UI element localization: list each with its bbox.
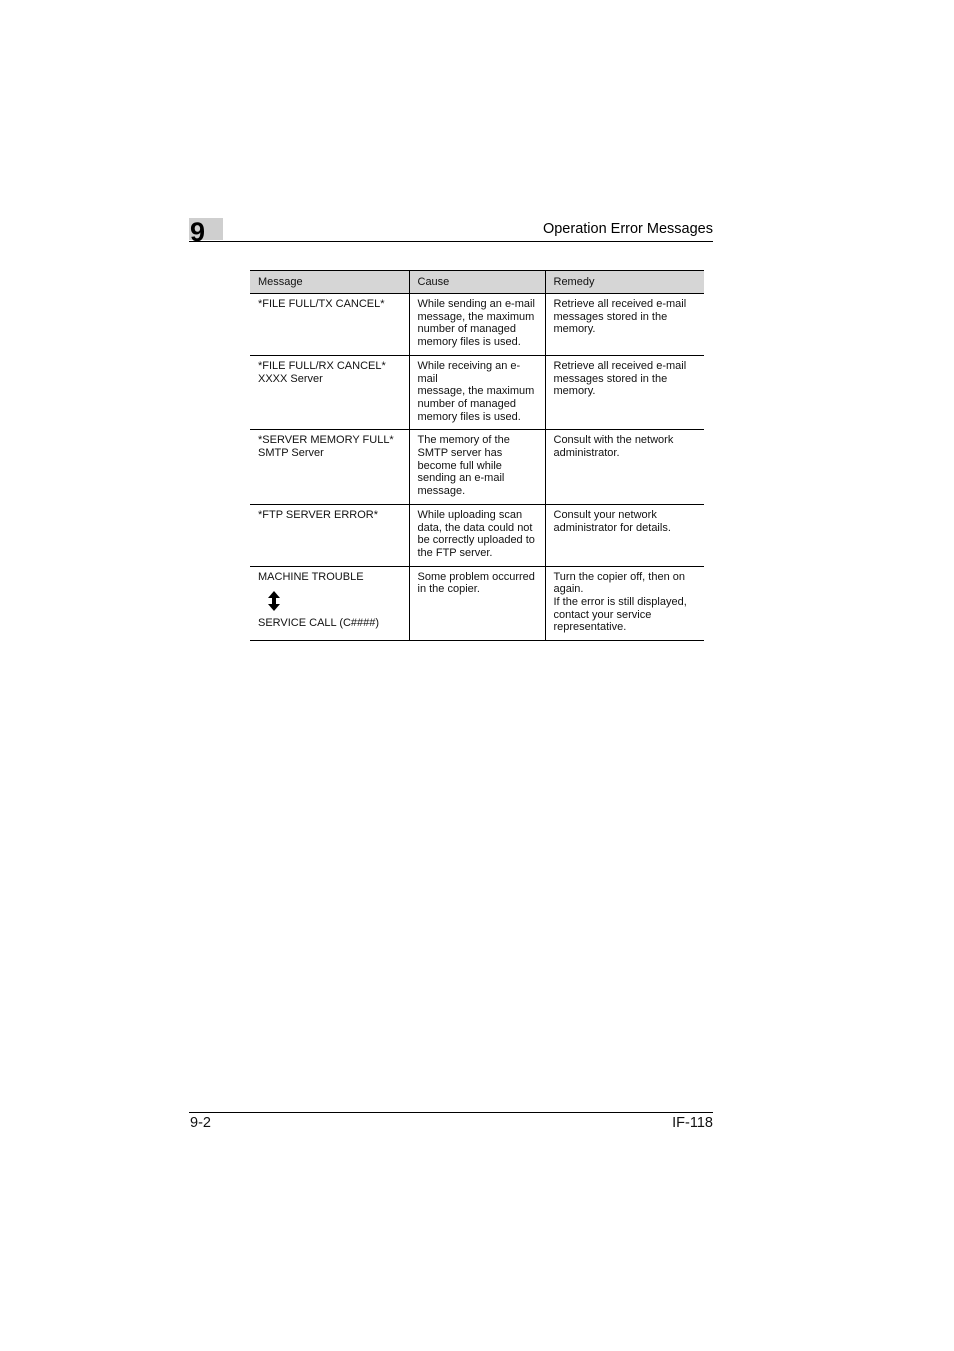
cause-cell xyxy=(409,566,545,641)
footer-rule xyxy=(189,1112,713,1113)
cause-text: number of managed xyxy=(417,397,516,410)
cause-text: While sending an e-mail xyxy=(417,298,535,310)
cause-text: memory files is used. xyxy=(417,410,521,423)
error-messages-table xyxy=(250,270,704,641)
message-cell xyxy=(250,504,409,566)
message-text: MACHINE TROUBLE xyxy=(258,570,364,583)
remedy-text: memory. xyxy=(553,385,596,398)
remedy-cell xyxy=(545,355,704,430)
product-name: IF-118 xyxy=(672,1115,713,1131)
cause-cell xyxy=(409,430,545,505)
column-header-message: Message xyxy=(250,271,409,294)
cause-text: be correctly uploaded to xyxy=(417,534,535,547)
chapter-number: 9 xyxy=(190,217,206,247)
cause-text: SMTP server has xyxy=(417,447,503,460)
message-cell xyxy=(250,430,409,505)
cause-text: The memory of the xyxy=(417,434,510,447)
message-text: SMTP Server xyxy=(258,447,324,460)
column-header-remedy: Remedy xyxy=(545,271,704,294)
remedy-cell xyxy=(545,504,704,566)
remedy-text: Turn the copier off, then on xyxy=(553,570,685,583)
cause-text: the FTP server. xyxy=(417,546,493,559)
cause-text: data, the data could not xyxy=(417,521,533,534)
cause-text: number of managed xyxy=(417,323,516,336)
remedy-text: memory. xyxy=(553,323,596,336)
header-rule xyxy=(189,241,713,242)
table-header-row xyxy=(250,271,704,294)
message-text: *FILE FULL/RX CANCEL* xyxy=(258,359,386,372)
remedy-text: messages stored in the xyxy=(553,310,668,323)
remedy-cell xyxy=(545,566,704,641)
message-cell xyxy=(250,294,409,356)
remedy-text: Retrieve all received e-mail xyxy=(553,359,687,372)
page-header-title: Operation Error Messages xyxy=(542,221,713,237)
cause-text: While uploading scan xyxy=(417,508,523,521)
remedy-text: administrator. xyxy=(553,447,620,460)
message-text: XXXX Server xyxy=(258,372,323,385)
remedy-text: messages stored in the xyxy=(553,372,668,385)
remedy-cell xyxy=(545,430,704,505)
message-text: *SERVER MEMORY FULL* xyxy=(258,434,394,447)
cause-text: message. xyxy=(417,485,466,498)
remedy-text: Retrieve all received e-mail xyxy=(553,298,687,310)
remedy-text: representative. xyxy=(553,621,627,634)
cause-cell xyxy=(409,504,545,566)
remedy-text: again. xyxy=(553,583,584,596)
table-row xyxy=(250,294,704,356)
cause-text: become full while xyxy=(417,459,502,472)
cause-text: While receiving an e-mail xyxy=(417,359,521,385)
table-row xyxy=(250,504,704,566)
remedy-text: Consult with the network xyxy=(553,434,674,447)
cause-text: Some problem occurred xyxy=(417,570,535,583)
message-text: *FILE FULL/TX CANCEL* xyxy=(258,298,385,310)
table-row xyxy=(250,566,704,641)
remedy-text: administrator for details. xyxy=(553,521,671,534)
cause-text: in the copier. xyxy=(417,583,480,596)
message-cell xyxy=(250,566,409,641)
cause-text: message, the maximum xyxy=(417,385,535,398)
up-down-arrow-icon xyxy=(265,591,283,611)
cause-text: message, the maximum xyxy=(417,310,535,323)
remedy-cell xyxy=(545,294,704,356)
remedy-text: If the error is still displayed, xyxy=(553,596,687,609)
message-cell xyxy=(250,355,409,430)
remedy-text: Consult your network xyxy=(553,508,657,521)
table-row xyxy=(250,430,704,505)
remedy-text: contact your service xyxy=(553,608,652,621)
column-header-cause: Cause xyxy=(409,271,545,294)
cause-cell xyxy=(409,294,545,356)
cause-text: sending an e-mail xyxy=(417,472,505,485)
page-number: 9-2 xyxy=(190,1115,211,1131)
message-text: SERVICE CALL (C####) xyxy=(258,617,380,630)
table-row xyxy=(250,355,704,430)
message-text: *FTP SERVER ERROR* xyxy=(258,508,379,521)
cause-cell xyxy=(409,355,545,430)
error-table-container xyxy=(250,270,704,641)
cause-text: memory files is used. xyxy=(417,336,521,349)
